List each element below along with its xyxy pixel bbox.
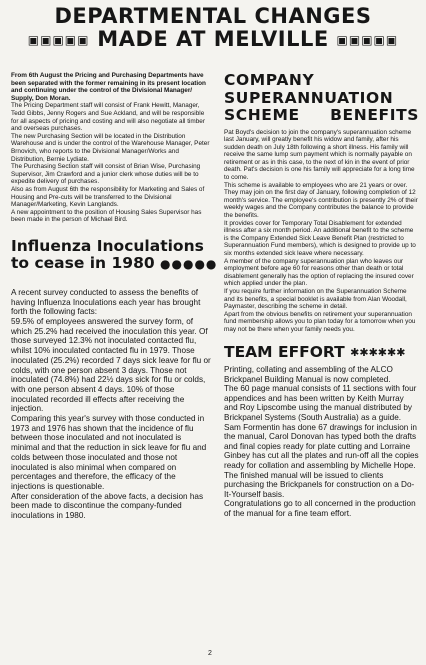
superannuation-title-line-1: COMPANY (224, 71, 315, 89)
departmental-paragraph: Also as from August 6th the responsibility for Marketing and Sales of Housing and Pre-cuts will be transferred to the Divisional Manager/Marketing, Kevin Langlands. (11, 185, 205, 209)
team-effort-paragraph: Printing, collating and assembling of the ALCO Brickpanel Building Manual is now completed. (224, 365, 393, 384)
team-effort-paragraph: Sam Formentin has done 67 drawings for inclusion in the manual, Carol Donovan has typed both the drafts and final copies ready for plate cutting and Lorraine Ginbey has cut all the plates and run-off all the copies ready for collation and assembling by Michelle Hope. (224, 422, 419, 470)
superannuation-title-line-2: SUPERANNUATION (224, 88, 394, 107)
superannuation-paragraph: If you require further information on the Superannuation Scheme and its benefits, a special booklet is available from Alan Woodall, Paymaster, describing the scheme in detail. (224, 287, 407, 311)
departmental-lead: From 6th August the Pricing and Purchasing Departments have been separated with the former remaining in its present location and continuing under the control of the Divisional Manager/ Supply, Don Moran. (11, 72, 206, 102)
decorative-dots: ●●●●● (160, 257, 218, 272)
departmental-paragraph: The Pricing Department staff will consist of Frank Hewitt, Manager, Tedd Gibbs, Jenny Rogers and Sue Ackland, and will be responsible for all aspects of pricing and costing and will also negotiate all timber and overseas purchases. (11, 102, 205, 133)
right-column (224, 72, 419, 519)
superannuation-article (224, 72, 419, 334)
team-effort-paragraph: The finished manual will be issued to clients purchasing the Brickpanels for construction on a Do-It-Yourself basis. (224, 470, 415, 499)
departmental-article (11, 72, 211, 224)
superannuation-paragraph: It provides cover for Temporary Total Disablement for extended illness after a six month period. An additional benefit to the scheme is the Company Extended Sick Leave Benefit Plan (restricted to Superannuation Fund members), which is designed to provide up to six months extended sick leave where necessary. (224, 219, 416, 257)
headline-line-1: DEPARTMENTAL CHANGES (54, 4, 372, 28)
influenza-title-line-2: to cease in 1980 ●●●●● (11, 254, 218, 273)
page-number: 2 (208, 650, 212, 657)
superannuation-paragraph: This scheme is available to employees who are 21 years or over. They may join on the first day of January, following completion of 12 month's service. The employee's contribution is presently 2% of their weekly wages and the Company contributes the balance to provide the benefits. (224, 181, 418, 220)
influenza-paragraph: After consideration of the above facts, a decision has been made to discontinue the company-funded inoculations in 1980. (11, 491, 204, 521)
superannuation-paragraph: Pat Boyd's decision to join the company's superannuation scheme last January, will greatly benefit his widow and family, after his sudden death on July 18th following a short illness. His family will receive the same lump sum payment which is normally payable on retirement or as in this case, to the next of kin in the event of prior death. Pat's decision is one his family will appreciate for a long time to come. (224, 128, 415, 182)
left-column (11, 72, 218, 521)
superannuation-paragraph: A member of the company superannuation plan who leaves our employment before age 60 for reasons other than death or total disablement generally has the option of replacing the insured cover which applied under the plan. (224, 257, 414, 288)
decorative-stars: ✱✱✱✱✱✱ (350, 345, 406, 359)
superannuation-paragraph: Apart from the obvious benefits on retirement your superannuation fund membership allows you to plan today for a tomorrow when you may not be there when your family needs you. (224, 310, 416, 333)
influenza-article (11, 236, 218, 521)
influenza-title-line-1: Influenza Inoculations (11, 236, 204, 255)
team-effort-title: TEAM EFFORT ✱✱✱✱✱✱ (224, 342, 406, 361)
decorative-blocks-right: ▣▣▣▣▣ (336, 33, 399, 47)
team-effort-paragraph: Congratulations go to all concerned in the production of the manual for a fine team effort. (224, 499, 416, 518)
influenza-paragraph: Comparing this year's survey with those conducted in 1973 and 1976 has shown that the incidence of flu between those inoculated and not inoculated is minimal and that the reduction in sick leave for flu and colds between those inoculated and those not inoculated is also minimal when compared on percentages and therefore, the efficacy of the injections is questionable. (11, 414, 207, 491)
departmental-paragraph: The new Purchasing Section will be located in the Distribution Warehouse and is under the control of the Warehouse Manager, Peter Brnovich, who reports to the Divisional Manager/Works and Distribution, Bernie Lydiate. (11, 132, 210, 163)
team-effort-article (224, 344, 419, 519)
superannuation-title-line-3: SCHEME BENEFITS (224, 106, 419, 124)
departmental-paragraph: The Purchasing Section staff will consist of Brian Wise, Purchasing Supervisor, Jim Crawford and a junior clerk whose duties will be to expedite delivery of purchases. (11, 163, 201, 186)
influenza-paragraph: 59.5% of employees answered the survey form, of which 25.2% had received the inoculation this year. Of those surveyed 12.3% not inoculated contacted flu, whilst 10% inoculated contacted flu in 1979. Those inoculated (25.2%) recorded 7 days sick leave for flu or colds, with one person absent 3 days. Those not inoculated (74.8%) had 22½ days sick for flu or colds, with one person absent 4 days. 10% of those inoculated recorded ill effects after receiving the injection. (11, 316, 211, 414)
headline-line-2: ▣▣▣▣▣ MADE AT MELVILLE ▣▣▣▣▣ (27, 27, 399, 51)
decorative-blocks-left: ▣▣▣▣▣ (27, 33, 90, 47)
influenza-paragraph: A recent survey conducted to assess the benefits of having Influenza Inoculations each year has brought forth the following facts: (11, 287, 201, 317)
departmental-paragraph: A new appointment to the position of Housing Sales Supervisor has been made in the person of Michael Bird. (11, 208, 202, 224)
team-effort-paragraph: The 60 page manual consists of 11 sections with four appendices and has been written by Keith Murray and Roy Lipscombe using the manual distributed by Brickpanel Systems (South Australia) as a guide. (224, 384, 417, 422)
